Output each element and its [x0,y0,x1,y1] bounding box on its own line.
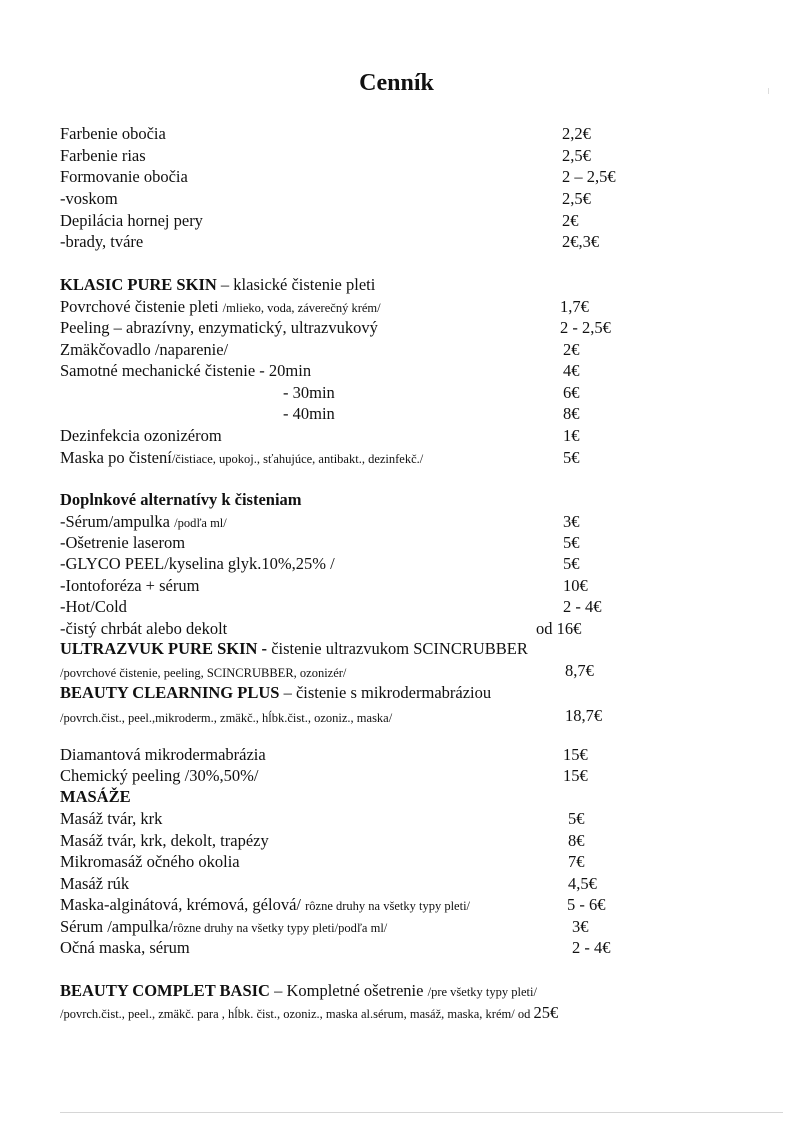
service-price: 5 - 6€ [567,895,606,914]
service-price: 8€ [568,831,585,850]
section-heading-subtitle: – klasické čistenie pleti [216,275,376,294]
service-note: /povrch.čist., peel.,mikroderm., zmäkč., hĺbk.čist., ozoniz., maska/ [60,711,393,725]
service-label: -Iontoforéza + sérum [60,576,200,595]
service-price: 7€ [568,852,585,871]
service-price: 5€ [563,448,580,467]
service-label: - 40min [283,404,335,423]
section-heading: Doplnkové alternatívy k čisteniam [60,490,302,509]
service-label [60,917,387,938]
section-heading [60,275,375,295]
price-value: 25€ [533,1003,559,1022]
service-label: Masáž tvár, krk [60,809,163,828]
section-heading-title: ULTRAZVUK PURE SKIN - [60,639,272,658]
service-label: Chemický peeling /30%,50%/ [60,766,259,785]
service-label: Peeling – abrazívny, enzymatický, ultrazvukový [60,318,378,337]
service-label: -Hot/Cold [60,597,127,616]
service-price: 2 - 2,5€ [560,318,611,337]
service-price: 2 - 4€ [563,597,602,616]
section-heading-subtitle: čistenie ultrazvukom SCINCRUBBER [271,639,528,658]
service-price: 2 – 2,5€ [562,167,616,186]
service-note: /mlieko, voda, záverečný krém/ [222,301,381,315]
service-price: 18,7€ [565,706,603,725]
service-note: rôzne druhy na všetky typy pleti/podľa ml/ [173,921,388,935]
service-note: /povrch.čist., peel., zmäkč. para , hĺbk. čist., ozoniz., maska al.sérum, masáž, maska, krém/ [60,1007,515,1021]
service-label: Depilácia hornej pery [60,211,203,230]
service-label [60,512,227,533]
service-note: /čistiace, upokoj., sťahujúce, antibakt., dezinfekč./ [171,452,424,466]
service-price: 5€ [563,554,580,573]
service-note: /pre všetky typy pleti/ [427,985,537,999]
service-price: 2€ [562,211,579,230]
service-price: 5€ [568,809,585,828]
service-label-text: Maska po čistení [60,448,172,467]
service-price: 8€ [563,404,580,423]
service-note: /podľa ml/ [174,516,227,530]
service-label: Formovanie obočia [60,167,188,186]
page-title: Cenník [359,70,434,96]
service-label: Samotné mechanické čistenie - 20min [60,361,312,380]
service-note: rôzne druhy na všetky typy pleti/ [305,899,471,913]
service-price: 2,2€ [562,124,591,143]
service-price: 10€ [563,576,588,595]
service-price: 1€ [563,426,580,445]
scan-speck [768,88,772,94]
service-label: Mikromasáž očného okolia [60,852,240,871]
price-prefix: od [514,1007,534,1021]
service-label [60,895,470,916]
service-price: 2,5€ [562,189,591,208]
service-label: Farbenie obočia [60,124,166,143]
service-price: 15€ [563,766,588,785]
service-label: - 30min [283,383,335,402]
section-heading-title: BEAUTY COMPLET BASIC [60,981,270,1000]
service-label: -voskom [60,189,118,208]
service-label: Dezinfekcia ozonizérom [60,426,222,445]
service-note-row [60,1003,558,1024]
service-label: Zmäkčovadlo /naparenie/ [60,340,229,359]
service-note: /povrchové čistenie, peeling, SCINCRUBBER, ozonizér/ [60,666,347,680]
service-price: 3€ [563,512,580,531]
service-price: 6€ [563,383,580,402]
service-label: -čistý chrbát alebo dekolt [60,619,228,638]
service-label: Diamantová mikrodermabrázia [60,745,266,764]
service-price: 2 - 4€ [572,938,611,957]
section-heading [60,639,528,659]
service-label [60,448,423,469]
service-price: 1,7€ [560,297,589,316]
service-price: 4€ [563,361,580,380]
service-label: -Ošetrenie laserom [60,533,186,552]
service-price: 2,5€ [562,146,591,165]
section-heading [60,683,491,703]
service-price: 2€ [563,340,580,359]
section-heading-title: KLASIC PURE SKIN [60,275,217,294]
section-heading-title: BEAUTY CLEARNING PLUS [60,683,280,702]
section-heading-subtitle: – čistenie s mikrodermabráziou [279,683,492,702]
scan-edge-line [60,1112,783,1113]
service-price: 3€ [572,917,589,936]
service-price: 5€ [563,533,580,552]
service-label [60,297,381,318]
service-label: Masáž tvár, krk, dekolt, trapézy [60,831,269,850]
service-label: Farbenie rias [60,146,146,165]
service-price: 8,7€ [565,661,594,680]
service-price: 4,5€ [568,874,597,893]
service-price [536,619,581,639]
service-label: Masáž rúk [60,874,130,893]
section-heading-subtitle: – Kompletné ošetrenie [269,981,428,1000]
section-heading [60,981,537,1002]
service-label: Očná maska, sérum [60,938,190,957]
service-price: 2€,3€ [562,232,600,251]
service-label-text: Sérum /ampulka/ [60,917,174,936]
price-value: 16€ [556,619,582,638]
section-heading: MASÁŽE [60,787,131,806]
service-label-text: Maska-alginátová, krémová, gélová/ [60,895,306,914]
service-label: -GLYCO PEEL/kyselina glyk.10%,25% / [60,554,335,573]
price-prefix: od [536,619,557,638]
service-label-text: -Sérum/ampulka [60,512,175,531]
service-label: -brady, tváre [60,232,144,251]
service-label-text: Povrchové čistenie pleti [60,297,223,316]
service-price: 15€ [563,745,588,764]
